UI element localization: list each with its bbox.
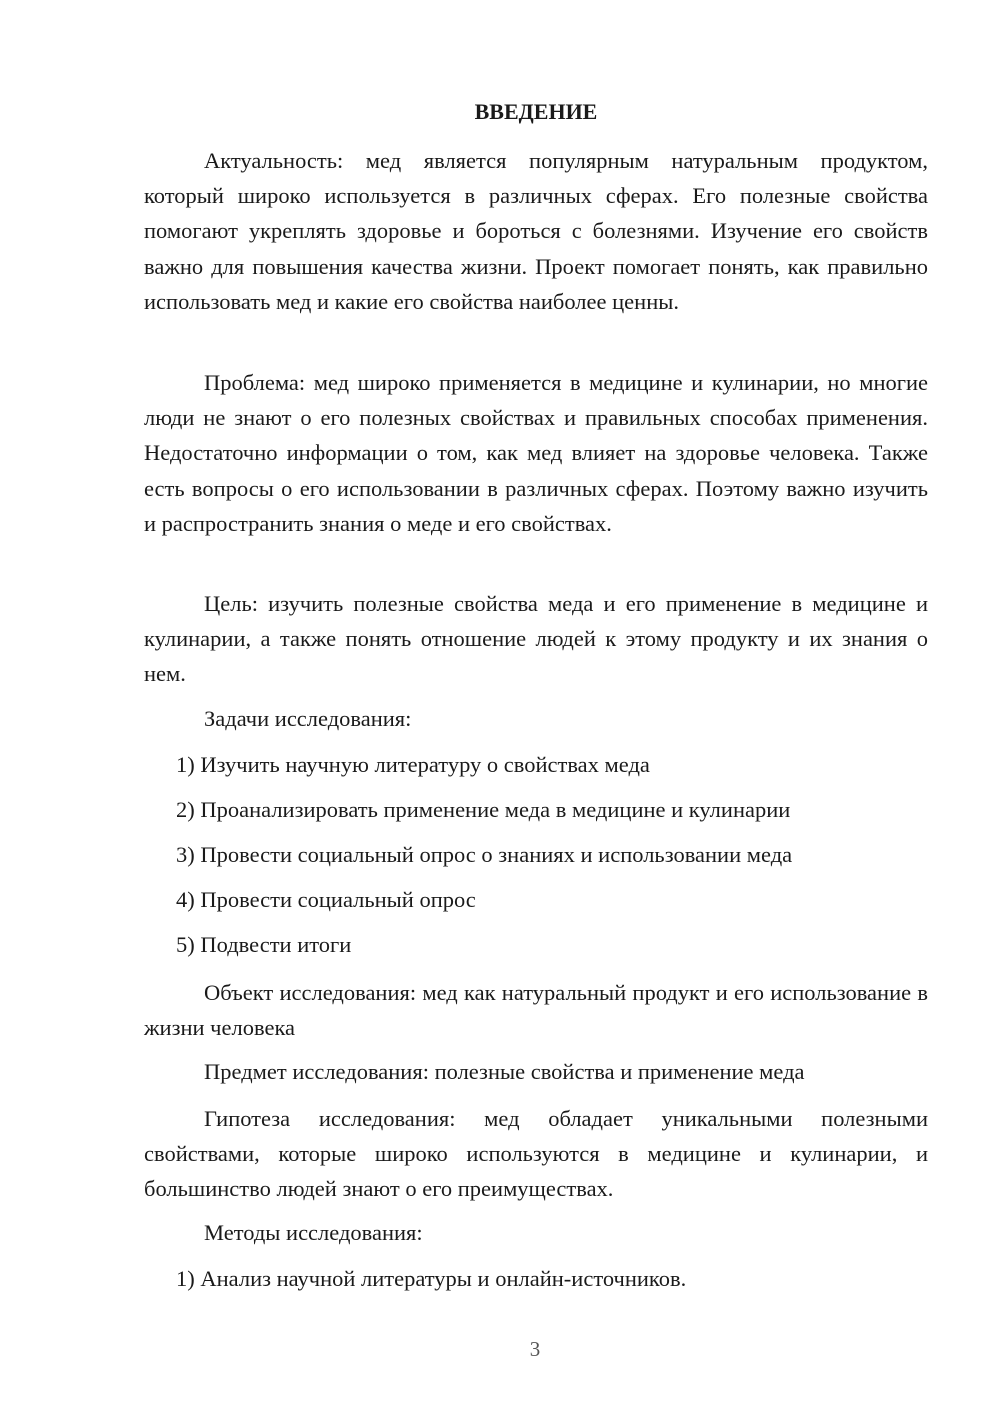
page-title: ВВЕДЕНИЕ <box>474 99 598 124</box>
subject-paragraph: Предмет исследования: полезные свойства и применение меда <box>204 1059 805 1084</box>
task-item: 5) Подвести итоги <box>176 932 352 957</box>
problem-paragraph: Проблема: мед широко применяется в медицине и кулинарии, но многие люди не знают о его полезных свойствах и правильных способах применения. Недостаточно информации о том, как мед влияет на здоровье человека. Также есть вопросы о его использовании в различных сферах. Поэтому важно изучить и распространить знания о меде и его свойствах. <box>144 370 928 536</box>
task-item: 2) Проанализировать применение меда в медицине и кулинарии <box>176 797 791 822</box>
method-item: 1) Анализ научной литературы и онлайн-источников. <box>176 1266 687 1291</box>
relevance-paragraph: Актуальность: мед является популярным натуральным продуктом, который широко используется в различных сферах. Его полезные свойства помогают укреплять здоровье и бороться с болезнями. Изучение его свойств важно для повышения качества жизни. Проект помогает понять, как правильно использовать мед и какие его свойства наиболее ценны. <box>144 148 928 314</box>
hypothesis-paragraph: Гипотеза исследования: мед обладает уникальными полезными свойствами, которые широко используются в медицине и кулинарии, и большинство людей знают о его преимуществах. <box>144 1106 928 1202</box>
page-number: 3 <box>529 1337 541 1361</box>
object-paragraph: Объект исследования: мед как натуральный продукт и его использование в жизни человека <box>144 980 928 1041</box>
task-item: 4) Провести социальный опрос <box>176 887 476 912</box>
task-item: 3) Провести социальный опрос о знаниях и использовании меда <box>176 842 793 867</box>
task-item: 1) Изучить научную литературу о свойствах меда <box>176 752 650 777</box>
goal-paragraph: Цель: изучить полезные свойства меда и его применение в медицине и кулинарии, а также понять отношение людей к этому продукту и их знания о нем. <box>144 591 928 687</box>
tasks-heading: Задачи исследования: <box>204 706 412 731</box>
methods-heading: Методы исследования: <box>204 1220 423 1245</box>
